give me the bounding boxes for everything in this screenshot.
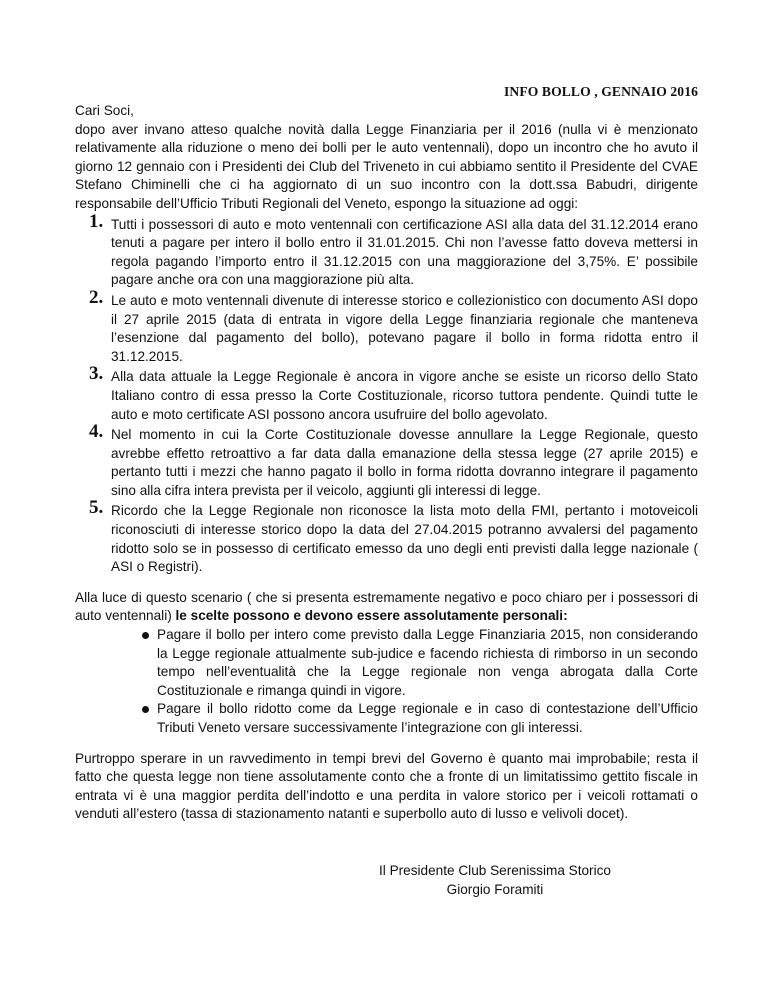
spacer (75, 738, 698, 750)
intro-paragraph: dopo aver invano atteso qualche novità dalla Legge Finanziaria per il 2016 (nulla vi è menzionato relativamente alla riduzione o meno dei bolli per le auto ventennali), dopo un incontro che ho avuto il giorno 12 gennaio con i Presidenti dei Club del Triveneto in cui abbiamo sentito il Presidente del CVAE Stefano Chiminelli che ci ha aggiornato di un suo incontro con la dott.ssa Babudri, dirigente responsabile dell’Ufficio Tributi Regionali del Veneto, espongo la situazione ad oggi: (75, 121, 698, 211)
list-item (75, 497, 698, 576)
list-item-text: Nel momento in cui la Corte Costituzionale dovesse annullare la Legge Regionale, questo avrebbe effetto retroattivo a far data dalla emanazione della stessa legge (27 aprile 2015) e pertanto tutti i mezzi che hanno pagato il bollo in forma ridotta dovranno integrare il pagamento sino alla cifra intera prevista per il veicolo, aggiunti gli interessi di legge. (111, 427, 698, 498)
list-item-text: Le auto e moto ventennali divenute di interesse storico e collezionistico con documento ASI dopo il 27 aprile 2015 (data di entrata in vigore della Legge finanziaria regionale che manteneva l’esenzione dal pagamento del bollo), potevano pagare il bollo in forma ridotta entro il 31.12.2015. (111, 292, 698, 364)
scenario-paragraph (75, 589, 698, 626)
document-header: INFO BOLLO , GENNAIO 2016 (504, 84, 698, 99)
list-item (75, 421, 698, 500)
list-item-text: Alla data attuale la Legge Regionale è ancora in vigore anche se esiste un ricorso dello Stato Italiano contro di essa presso la Corte Costituzionale, ricorso tuttora pendente. Quindi tutte le auto e moto certificate ASI possono ancora usufruire del bollo agevolato. (111, 369, 698, 422)
spacer (75, 577, 698, 589)
list-item-text: Tutti i possessori di auto e moto ventennali con certificazione ASI alla data del 31.12.2014 erano tenuti a pagare per intero il bollo entro il 31.01.2015. Chi non l’avesse fatto doveva mettersi in regola pagando l’importo entro il 31.12.2015 con una maggiorazione del 3,75%. E’ possibile pagare anche ora con una maggiorazione più alta. (111, 216, 698, 288)
bullet-icon (142, 632, 149, 639)
list-item (75, 363, 698, 424)
list-number: 4. (89, 421, 104, 443)
scenario-bold-text: le scelte possono e devono essere assolutamente personali: (175, 608, 568, 624)
greeting: Cari Soci, (75, 103, 134, 118)
scenario-text: Alla luce di questo scenario ( che si presenta estremamente negativo e poco chiaro per i possessori di auto ventennali) (75, 589, 698, 624)
list-item (75, 286, 698, 366)
list-item-text: Ricordo che la Legge Regionale non riconosce la lista moto della FMI, pertanto i motoveicoli riconosciuti di interesse storico dopo la data del 27.04.2015 potranno avvalersi del pagamento ridotto solo se in possesso di certificato emesso da uno degli enti previsti dalla legge nazionale ( ASI o Registri). (111, 503, 698, 575)
list-item (75, 210, 698, 290)
option-text: Pagare il bollo per intero come previsto dalla Legge Finanziaria 2015, non considerando la Legge regionale attualmente sub-judice e facendo richiesta di rimborso in un secondo tempo nell’eventualità che la Legge regionale non venga abrogata dalla Corte Costituzionale e rimanga quindi in vigore. (157, 627, 698, 698)
bullet-icon (142, 706, 149, 713)
signature-name: Giorgio Foramiti (446, 881, 544, 897)
numbered-list (75, 210, 698, 577)
signature-title: Il Presidente Club Serenissima Storico (379, 863, 611, 878)
option-text: Pagare il bollo ridotto come da Legge regionale e in caso di contestazione dell’Ufficio Tributi Veneto versare successivamente l’integrazione con gli interessi. (157, 701, 698, 735)
option-item (75, 700, 698, 737)
options-list (75, 626, 698, 738)
list-number: 5. (89, 497, 104, 519)
signature-block (370, 862, 620, 899)
closing-paragraph: Purtroppo sperare in un ravvedimento in tempi brevi del Governo è quanto mai improbabile; resta il fatto che questa legge non tiene assolutamente conto che a fronte di un limitatissimo gettito fiscale in entrata vi è una maggior perdita dell’indotto e una perdita in valore storico per i veicoli rottamati o venduti all’estero (tassa di stazionamento natanti e superbollo auto di lusso e velivoli docet). (75, 750, 698, 822)
document-page (75, 84, 698, 824)
list-number: 2. (89, 286, 104, 308)
list-number: 1. (89, 210, 104, 232)
list-number: 3. (89, 363, 104, 385)
option-item (75, 626, 698, 700)
